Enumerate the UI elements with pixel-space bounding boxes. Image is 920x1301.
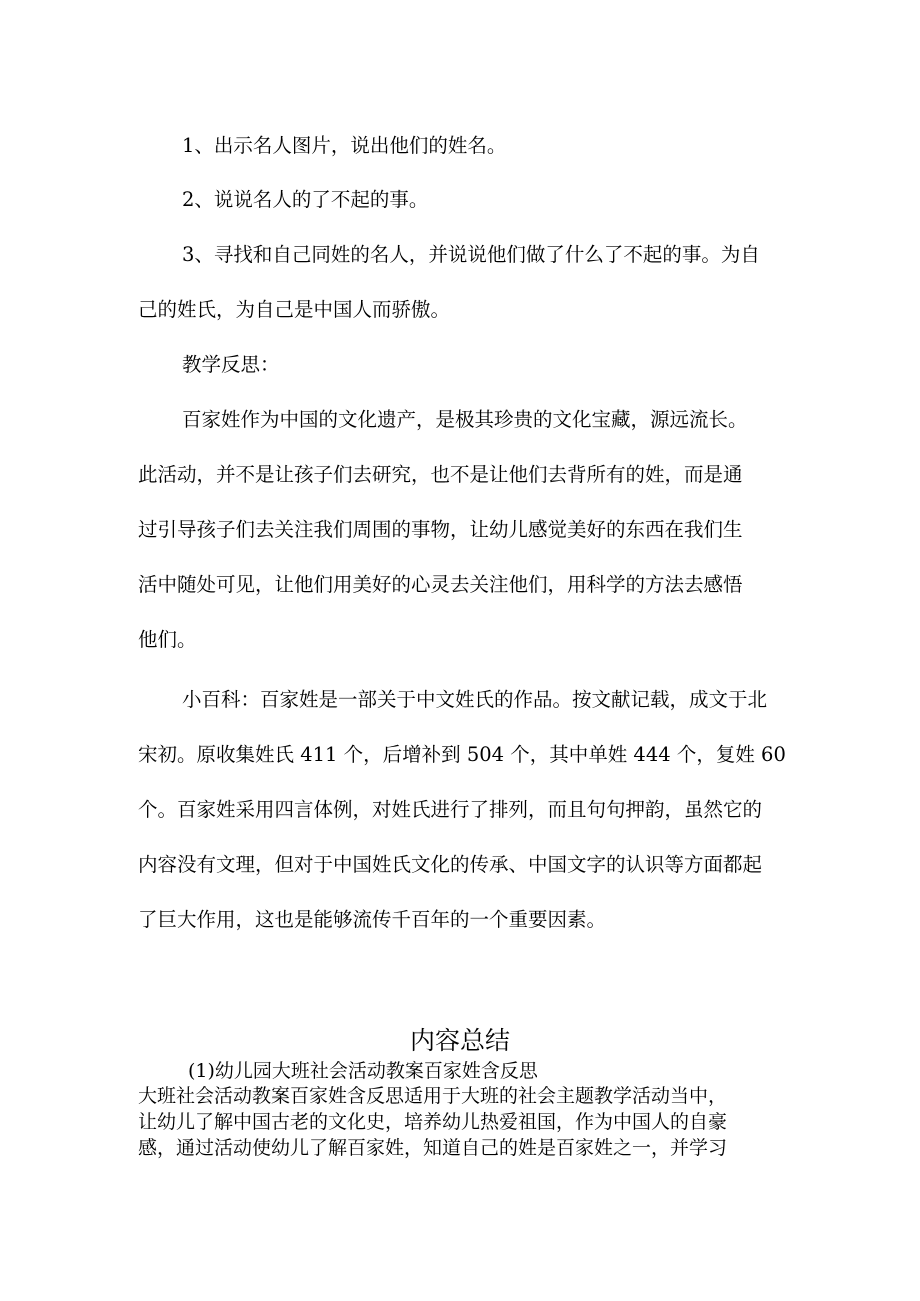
reflection-line: 活中随处可见，让他们用美好的心灵去关注他们，用科学的方法去感悟 [138, 573, 743, 596]
encyclopedia-line: 了巨大作用，这也是能够流传千百年的一个重要因素。 [138, 908, 607, 931]
summary-line: 大班社会活动教案百家姓含反思适用于大班的社会主题教学活动当中， [138, 1085, 728, 1107]
encyclopedia-line: 内容没有文理，但对于中国姓氏文化的传承、中国文字的认识等方面都起 [138, 853, 763, 876]
reflection-line: 百家姓作为中国的文化遗产，是极其珍贵的文化宝藏，源远流长。 [182, 408, 748, 431]
step-2-text: 2、说说名人的了不起的事。 [182, 188, 429, 211]
reflection-line: 他们。 [138, 628, 197, 651]
reflection-line: 过引导孩子们去关注我们周围的事物，让幼儿感觉美好的东西在我们生 [138, 518, 743, 541]
summary-line: (1)幼儿园大班社会活动教案百家姓含反思 [188, 1060, 538, 1082]
reflection-heading: 教学反思： [182, 353, 280, 376]
step-1-text: 1、出示名人图片，说出他们的姓名。 [182, 134, 507, 157]
reflection-line: 此活动，并不是让孩子们去研究，也不是让他们去背所有的姓，而是通 [138, 463, 743, 486]
encyclopedia-line: 宋初。原收集姓氏 411 个，后增补到 504 个，其中单姓 444 个，复姓 60 [138, 743, 786, 766]
encyclopedia-line: 小百科：百家姓是一部关于中文姓氏的作品。按文献记载，成文于北 [182, 688, 768, 711]
summary-line: 让幼儿了解中国古老的文化史，培养幼儿热爱祖国，作为中国人的自豪 [138, 1111, 728, 1133]
step-3-text-line-1: 3、寻找和自己同姓的名人，并说说他们做了什么了不起的事。为自 [182, 243, 760, 266]
encyclopedia-line: 个。百家姓采用四言体例，对姓氏进行了排列，而且句句押韵，虽然它的 [138, 798, 763, 821]
step-3-text-line-2: 己的姓氏，为自己是中国人而骄傲。 [138, 298, 451, 321]
summary-line: 感，通过活动使幼儿了解百家姓，知道自己的姓是百家姓之一，并学习 [138, 1137, 728, 1159]
summary-title: 内容总结 [409, 1026, 510, 1055]
